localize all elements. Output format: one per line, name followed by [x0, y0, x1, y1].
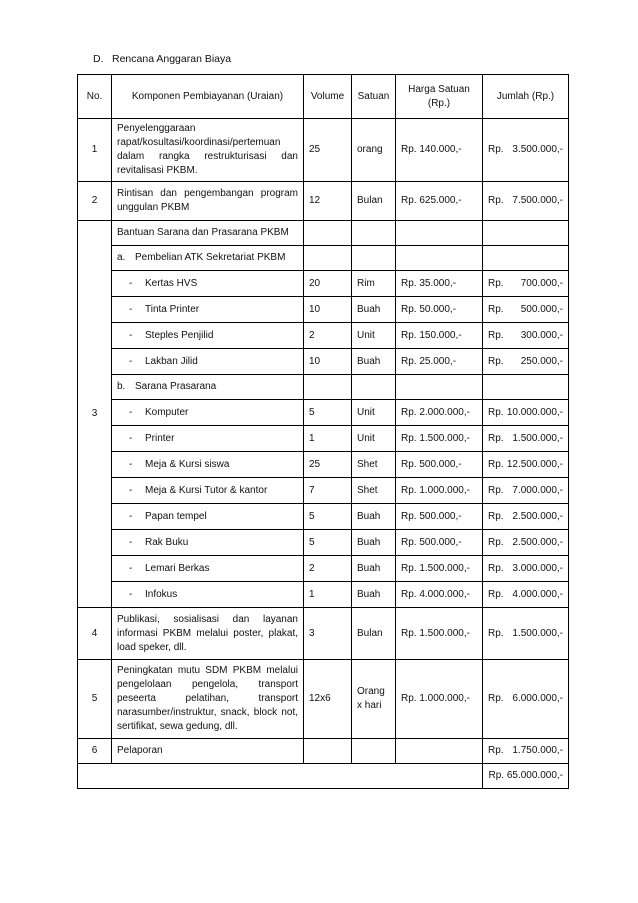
- table-row: [78, 400, 569, 426]
- row-volume: 12x6: [304, 660, 352, 739]
- header-komponen: Komponen Pembiayanan (Uraian): [112, 75, 304, 119]
- jumlah-currency: Rp.: [488, 510, 504, 522]
- row-number: 5: [78, 660, 112, 739]
- row-jumlah: [483, 504, 569, 530]
- budget-table: [77, 74, 569, 789]
- row-satuan: Buah: [352, 556, 396, 582]
- row-number: 6: [78, 739, 112, 764]
- row-description: Publikasi, sosialisasi dan layanan informasi PKBM melalui poster, plakat, load speker, dll.: [112, 608, 304, 660]
- jumlah-currency: Rp.: [488, 627, 504, 639]
- jumlah-value: 10.000.000,-: [506, 406, 563, 418]
- item-dash: -: [129, 355, 133, 367]
- row-jumlah: [483, 530, 569, 556]
- item-dash: -: [129, 277, 133, 289]
- jumlah-currency: Rp.: [488, 144, 504, 155]
- jumlah-value: 12.500.000,-: [506, 458, 563, 470]
- table-row: [78, 271, 569, 297]
- item-dash: -: [129, 303, 133, 315]
- table-row: [78, 739, 569, 764]
- row-jumlah: [483, 608, 569, 660]
- item-label: Steples Penjilid: [145, 329, 214, 341]
- row-harga: Rp. 1.000.000,-: [396, 478, 483, 504]
- row-satuan: Rim: [352, 271, 396, 297]
- item-name: [112, 582, 304, 608]
- item-label: Tinta Printer: [145, 303, 200, 315]
- section-letter: D.: [93, 53, 104, 65]
- item-name: [112, 400, 304, 426]
- jumlah-value: 4.000.000,-: [512, 588, 563, 600]
- jumlah-value: 500.000,-: [520, 303, 563, 315]
- item-name: [112, 297, 304, 323]
- header-no: No.: [78, 75, 112, 119]
- jumlah-value: 1.500.000,-: [512, 627, 563, 639]
- row-description: Rintisan dan pengembangan program unggulan PKBM: [112, 182, 304, 221]
- item-name: [112, 452, 304, 478]
- row-satuan: Bulan: [352, 608, 396, 660]
- row-volume: 1: [304, 582, 352, 608]
- row-number: 4: [78, 608, 112, 660]
- grand-total: Rp. 65.000.000,-: [483, 764, 569, 789]
- jumlah-currency: Rp.: [488, 195, 504, 206]
- item-name: [112, 323, 304, 349]
- jumlah-currency: Rp.: [488, 536, 504, 548]
- item-label: Infokus: [145, 588, 178, 600]
- table-row: [78, 426, 569, 452]
- row-volume: 5: [304, 530, 352, 556]
- item-label: Papan tempel: [145, 510, 207, 522]
- table-row: [78, 660, 569, 739]
- header-harga: Harga Satuan (Rp.): [396, 75, 483, 119]
- row-number: 3: [78, 221, 112, 608]
- row-harga: Rp. 500.000,-: [396, 452, 483, 478]
- row-harga: Rp. 1.000.000,-: [396, 660, 483, 739]
- row-satuan: Orang x hari: [352, 660, 396, 739]
- total-row: [78, 764, 569, 789]
- row-volume: 10: [304, 297, 352, 323]
- row-satuan: Buah: [352, 349, 396, 375]
- row-description: Penyelenggaraan rapat/kosultasi/koordinasi/pertemuan dalam rangka restrukturisasi dan revitalisasi PKBM.: [112, 119, 304, 182]
- row-jumlah: [483, 739, 569, 764]
- item-label: Printer: [145, 432, 175, 444]
- subsection-text: Pembelian ATK Sekretariat PKBM: [135, 252, 286, 263]
- table-row: [78, 452, 569, 478]
- item-dash: -: [129, 536, 133, 548]
- table-row: [78, 556, 569, 582]
- item-label: Rak Buku: [145, 536, 189, 548]
- item-label: Kertas HVS: [145, 277, 198, 289]
- row-volume: 5: [304, 504, 352, 530]
- table-row: [78, 504, 569, 530]
- total-spacer: [78, 764, 483, 789]
- row-harga: Rp. 4.000.000,-: [396, 582, 483, 608]
- row-harga: Rp. 500.000,-: [396, 530, 483, 556]
- jumlah-value: 700.000,-: [520, 277, 563, 289]
- item-name: [112, 504, 304, 530]
- row-volume: 2: [304, 556, 352, 582]
- row-jumlah: [483, 582, 569, 608]
- row-harga: Rp. 625.000,-: [396, 182, 483, 221]
- row-description: Bantuan Sarana dan Prasarana PKBM: [112, 221, 304, 246]
- jumlah-value: 2.500.000,-: [512, 536, 563, 548]
- row-jumlah: [483, 271, 569, 297]
- subsection-text: Sarana Prasarana: [135, 381, 217, 392]
- jumlah-currency: Rp.: [488, 355, 504, 367]
- row-volume: 25: [304, 119, 352, 182]
- row-volume: 12: [304, 182, 352, 221]
- item-dash: -: [129, 406, 133, 418]
- jumlah-currency: Rp.: [488, 406, 504, 418]
- row-volume: 1: [304, 426, 352, 452]
- jumlah-value: 3.500.000,-: [512, 144, 563, 155]
- row-jumlah: [483, 119, 569, 182]
- subsection-row: [78, 375, 569, 400]
- table-row: [78, 478, 569, 504]
- jumlah-currency: Rp.: [488, 303, 504, 315]
- row-jumlah: [483, 400, 569, 426]
- row-jumlah: [483, 349, 569, 375]
- item-dash: -: [129, 432, 133, 444]
- subsection-row: [78, 246, 569, 271]
- header-jumlah: Jumlah (Rp.): [483, 75, 569, 119]
- row-description: Pelaporan: [112, 739, 304, 764]
- jumlah-value: 7.500.000,-: [512, 195, 563, 206]
- table-row: [78, 182, 569, 221]
- row-satuan: Buah: [352, 297, 396, 323]
- row-satuan: Bulan: [352, 182, 396, 221]
- table-row: [78, 582, 569, 608]
- header-satuan: Satuan: [352, 75, 396, 119]
- table-row: [78, 297, 569, 323]
- table-row: [78, 608, 569, 660]
- jumlah-currency: Rp.: [488, 745, 504, 756]
- jumlah-currency: Rp.: [488, 693, 504, 704]
- row-jumlah: [483, 478, 569, 504]
- row-satuan: Buah: [352, 504, 396, 530]
- row-volume: 7: [304, 478, 352, 504]
- row-harga: Rp. 150.000,-: [396, 323, 483, 349]
- row-satuan: Unit: [352, 323, 396, 349]
- jumlah-currency: Rp.: [488, 432, 504, 444]
- item-name: [112, 426, 304, 452]
- item-dash: -: [129, 562, 133, 574]
- subsection-label: [112, 246, 304, 271]
- jumlah-value: 1.500.000,-: [512, 432, 563, 444]
- jumlah-value: 6.000.000,-: [512, 693, 563, 704]
- row-volume: 25: [304, 452, 352, 478]
- row-jumlah: [483, 323, 569, 349]
- row-satuan: Shet: [352, 452, 396, 478]
- row-satuan: Buah: [352, 530, 396, 556]
- row-jumlah: [483, 452, 569, 478]
- jumlah-currency: Rp.: [488, 329, 504, 341]
- row-harga: Rp. 35.000,-: [396, 271, 483, 297]
- item-label: Lakban Jilid: [145, 355, 198, 367]
- row-volume: 10: [304, 349, 352, 375]
- jumlah-currency: Rp.: [488, 277, 504, 289]
- item-name: [112, 271, 304, 297]
- item-name: [112, 478, 304, 504]
- section-heading: [93, 53, 231, 65]
- jumlah-currency: Rp.: [488, 588, 504, 600]
- header-volume: Volume: [304, 75, 352, 119]
- row-satuan: Unit: [352, 400, 396, 426]
- row-jumlah: [483, 426, 569, 452]
- row-jumlah: [483, 182, 569, 221]
- item-label: Komputer: [145, 406, 189, 418]
- table-row: [78, 323, 569, 349]
- row-harga: Rp. 140.000,-: [396, 119, 483, 182]
- subsection-letter: a.: [117, 252, 126, 263]
- row-harga: Rp. 1.500.000,-: [396, 556, 483, 582]
- subsection-letter: b.: [117, 381, 126, 392]
- subsection-label: [112, 375, 304, 400]
- row-satuan: Unit: [352, 426, 396, 452]
- jumlah-value: 3.000.000,-: [512, 562, 563, 574]
- row-satuan: orang: [352, 119, 396, 182]
- row-jumlah: [483, 660, 569, 739]
- item-dash: -: [129, 484, 133, 496]
- row-jumlah: [483, 556, 569, 582]
- jumlah-currency: Rp.: [488, 458, 504, 470]
- row-harga: Rp. 500.000,-: [396, 504, 483, 530]
- item-dash: -: [129, 510, 133, 522]
- section-title: Rencana Anggaran Biaya: [112, 53, 232, 65]
- item-dash: -: [129, 458, 133, 470]
- row-volume: 3: [304, 608, 352, 660]
- table-row: [78, 530, 569, 556]
- jumlah-value: 2.500.000,-: [512, 510, 563, 522]
- row-volume: 2: [304, 323, 352, 349]
- item-name: [112, 349, 304, 375]
- row-satuan: Shet: [352, 478, 396, 504]
- jumlah-value: 300.000,-: [520, 329, 563, 341]
- item-label: Lemari Berkas: [145, 562, 210, 574]
- row-satuan: Buah: [352, 582, 396, 608]
- row-harga: Rp. 2.000.000,-: [396, 400, 483, 426]
- jumlah-currency: Rp.: [488, 484, 504, 496]
- row-harga: Rp. 1.500.000,-: [396, 608, 483, 660]
- item-dash: -: [129, 329, 133, 341]
- item-dash: -: [129, 588, 133, 600]
- row-number: 2: [78, 182, 112, 221]
- row-harga: Rp. 50.000,-: [396, 297, 483, 323]
- row-harga: Rp. 1.500.000,-: [396, 426, 483, 452]
- item-label: Meja & Kursi siswa: [145, 458, 230, 470]
- row-volume: 20: [304, 271, 352, 297]
- item-name: [112, 556, 304, 582]
- row-description: Peningkatan mutu SDM PKBM melalui pengelolaan pengelola, transport peseerta pelatihan, transport narasumber/instruktur, snack, block not, sertifikat, sewa gedung, dll.: [112, 660, 304, 739]
- item-label: Meja & Kursi Tutor & kantor: [145, 484, 268, 496]
- jumlah-currency: Rp.: [488, 562, 504, 574]
- item-name: [112, 530, 304, 556]
- row-number: 1: [78, 119, 112, 182]
- jumlah-value: 7.000.000,-: [512, 484, 563, 496]
- header-row: [78, 75, 569, 119]
- table-row: [78, 119, 569, 182]
- row-harga: Rp. 25.000,-: [396, 349, 483, 375]
- row-volume: 5: [304, 400, 352, 426]
- table-row: [78, 349, 569, 375]
- jumlah-value: 1.750.000,-: [512, 745, 563, 756]
- row-jumlah: [483, 297, 569, 323]
- jumlah-value: 250.000,-: [520, 355, 563, 367]
- table-row: [78, 221, 569, 246]
